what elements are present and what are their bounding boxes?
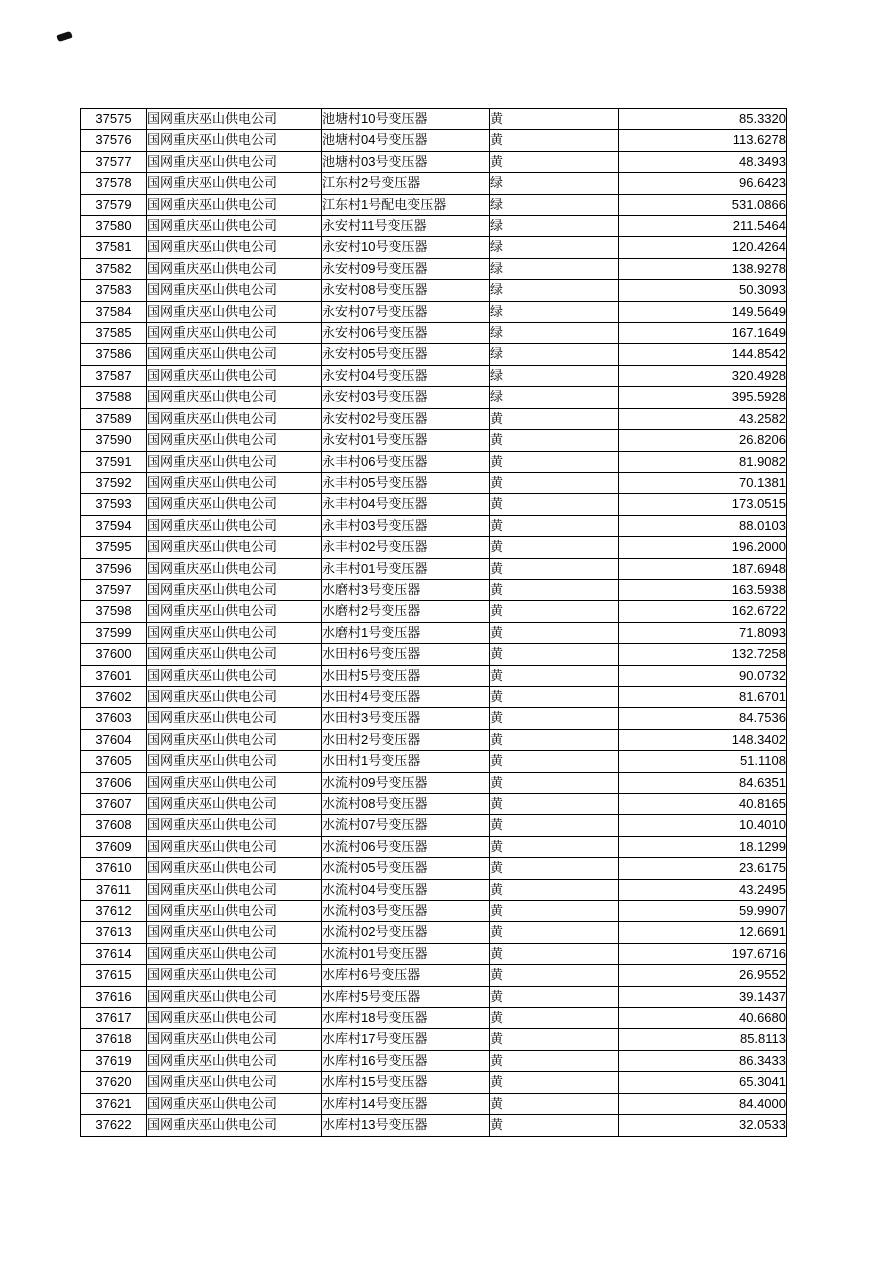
cell-name: 水田村6号变压器 xyxy=(322,644,490,665)
table-row xyxy=(81,472,787,493)
cell-status: 黄 xyxy=(490,879,619,900)
cell-value: 96.6423 xyxy=(619,173,787,194)
table-row xyxy=(81,794,787,815)
cell-name: 永安村10号变压器 xyxy=(322,237,490,258)
cell-value: 12.6691 xyxy=(619,922,787,943)
table-row xyxy=(81,622,787,643)
cell-id: 37610 xyxy=(81,858,147,879)
cell-status: 黄 xyxy=(490,601,619,622)
cell-value: 90.0732 xyxy=(619,665,787,686)
cell-company: 国网重庆巫山供电公司 xyxy=(147,836,322,857)
cell-status: 黄 xyxy=(490,943,619,964)
cell-name: 水库村17号变压器 xyxy=(322,1029,490,1050)
cell-value: 144.8542 xyxy=(619,344,787,365)
cell-id: 37611 xyxy=(81,879,147,900)
cell-id: 37606 xyxy=(81,772,147,793)
cell-name: 水流村04号变压器 xyxy=(322,879,490,900)
table-row xyxy=(81,387,787,408)
table-row xyxy=(81,665,787,686)
cell-status: 黄 xyxy=(490,858,619,879)
cell-value: 148.3402 xyxy=(619,729,787,750)
cell-id: 37587 xyxy=(81,365,147,386)
cell-status: 绿 xyxy=(490,216,619,237)
table-row xyxy=(81,194,787,215)
cell-name: 永安村07号变压器 xyxy=(322,301,490,322)
cell-name: 水库村16号变压器 xyxy=(322,1050,490,1071)
cell-name: 池塘村03号变压器 xyxy=(322,151,490,172)
cell-company: 国网重庆巫山供电公司 xyxy=(147,216,322,237)
table-row xyxy=(81,1115,787,1136)
cell-status: 黄 xyxy=(490,494,619,515)
cell-name: 永安村11号变压器 xyxy=(322,216,490,237)
cell-id: 37621 xyxy=(81,1093,147,1114)
table-row xyxy=(81,216,787,237)
table-row xyxy=(81,1072,787,1093)
cell-value: 187.6948 xyxy=(619,558,787,579)
cell-value: 71.8093 xyxy=(619,622,787,643)
cell-id: 37584 xyxy=(81,301,147,322)
table-row xyxy=(81,151,787,172)
cell-value: 26.8206 xyxy=(619,430,787,451)
cell-value: 59.9907 xyxy=(619,901,787,922)
cell-value: 120.4264 xyxy=(619,237,787,258)
table-body xyxy=(81,109,787,1137)
cell-id: 37589 xyxy=(81,408,147,429)
cell-value: 26.9552 xyxy=(619,965,787,986)
cell-id: 37594 xyxy=(81,515,147,536)
table-row xyxy=(81,408,787,429)
cell-id: 37622 xyxy=(81,1115,147,1136)
table-row xyxy=(81,644,787,665)
cell-value: 211.5464 xyxy=(619,216,787,237)
cell-name: 江东村2号变压器 xyxy=(322,173,490,194)
cell-id: 37593 xyxy=(81,494,147,515)
cell-id: 37598 xyxy=(81,601,147,622)
cell-id: 37591 xyxy=(81,451,147,472)
table-row xyxy=(81,943,787,964)
cell-name: 江东村1号配电变压器 xyxy=(322,194,490,215)
cell-status: 黄 xyxy=(490,622,619,643)
cell-value: 70.1381 xyxy=(619,472,787,493)
cell-company: 国网重庆巫山供电公司 xyxy=(147,943,322,964)
cell-value: 149.5649 xyxy=(619,301,787,322)
cell-name: 水田村3号变压器 xyxy=(322,708,490,729)
cell-id: 37578 xyxy=(81,173,147,194)
cell-company: 国网重庆巫山供电公司 xyxy=(147,1029,322,1050)
cell-status: 黄 xyxy=(490,965,619,986)
cell-id: 37595 xyxy=(81,537,147,558)
cell-value: 320.4928 xyxy=(619,365,787,386)
cell-id: 37615 xyxy=(81,965,147,986)
table-row xyxy=(81,772,787,793)
cell-name: 永安村03号变压器 xyxy=(322,387,490,408)
table-row xyxy=(81,537,787,558)
cell-status: 黄 xyxy=(490,130,619,151)
cell-name: 水库村5号变压器 xyxy=(322,986,490,1007)
cell-status: 黄 xyxy=(490,451,619,472)
cell-name: 永安村06号变压器 xyxy=(322,323,490,344)
transformer-table xyxy=(80,108,787,1137)
cell-company: 国网重庆巫山供电公司 xyxy=(147,130,322,151)
cell-value: 50.3093 xyxy=(619,280,787,301)
cell-company: 国网重庆巫山供电公司 xyxy=(147,537,322,558)
table-row xyxy=(81,901,787,922)
table-row xyxy=(81,965,787,986)
cell-name: 永安村02号变压器 xyxy=(322,408,490,429)
cell-status: 黄 xyxy=(490,836,619,857)
cell-value: 85.8113 xyxy=(619,1029,787,1050)
cell-company: 国网重庆巫山供电公司 xyxy=(147,815,322,836)
cell-value: 65.3041 xyxy=(619,1072,787,1093)
cell-status: 黄 xyxy=(490,686,619,707)
cell-status: 黄 xyxy=(490,751,619,772)
cell-value: 395.5928 xyxy=(619,387,787,408)
cell-name: 水田村4号变压器 xyxy=(322,686,490,707)
cell-company: 国网重庆巫山供电公司 xyxy=(147,1115,322,1136)
table-row xyxy=(81,1050,787,1071)
cell-value: 84.6351 xyxy=(619,772,787,793)
table-row xyxy=(81,280,787,301)
cell-status: 黄 xyxy=(490,109,619,130)
cell-status: 黄 xyxy=(490,815,619,836)
cell-status: 黄 xyxy=(490,558,619,579)
cell-status: 绿 xyxy=(490,365,619,386)
cell-name: 池塘村10号变压器 xyxy=(322,109,490,130)
cell-status: 黄 xyxy=(490,708,619,729)
table-row xyxy=(81,1008,787,1029)
cell-id: 37575 xyxy=(81,109,147,130)
cell-name: 永丰村04号变压器 xyxy=(322,494,490,515)
cell-value: 163.5938 xyxy=(619,579,787,600)
cell-name: 水磨村3号变压器 xyxy=(322,579,490,600)
cell-id: 37620 xyxy=(81,1072,147,1093)
cell-name: 水流村01号变压器 xyxy=(322,943,490,964)
cell-company: 国网重庆巫山供电公司 xyxy=(147,665,322,686)
cell-name: 永丰村02号变压器 xyxy=(322,537,490,558)
cell-status: 黄 xyxy=(490,1093,619,1114)
cell-value: 531.0866 xyxy=(619,194,787,215)
cell-name: 水流村08号变压器 xyxy=(322,794,490,815)
cell-status: 绿 xyxy=(490,194,619,215)
cell-company: 国网重庆巫山供电公司 xyxy=(147,109,322,130)
cell-status: 绿 xyxy=(490,237,619,258)
table-row xyxy=(81,1029,787,1050)
cell-company: 国网重庆巫山供电公司 xyxy=(147,686,322,707)
cell-status: 黄 xyxy=(490,986,619,1007)
cell-company: 国网重庆巫山供电公司 xyxy=(147,1093,322,1114)
cell-status: 绿 xyxy=(490,173,619,194)
cell-name: 水磨村2号变压器 xyxy=(322,601,490,622)
cell-company: 国网重庆巫山供电公司 xyxy=(147,986,322,1007)
table-row xyxy=(81,922,787,943)
cell-company: 国网重庆巫山供电公司 xyxy=(147,579,322,600)
cell-id: 37579 xyxy=(81,194,147,215)
cell-status: 黄 xyxy=(490,472,619,493)
cell-company: 国网重庆巫山供电公司 xyxy=(147,708,322,729)
cell-id: 37604 xyxy=(81,729,147,750)
cell-id: 37608 xyxy=(81,815,147,836)
cell-id: 37599 xyxy=(81,622,147,643)
cell-company: 国网重庆巫山供电公司 xyxy=(147,794,322,815)
table-row xyxy=(81,986,787,1007)
cell-company: 国网重庆巫山供电公司 xyxy=(147,323,322,344)
cell-id: 37580 xyxy=(81,216,147,237)
table-row xyxy=(81,815,787,836)
cell-id: 37603 xyxy=(81,708,147,729)
cell-name: 水流村06号变压器 xyxy=(322,836,490,857)
cell-status: 绿 xyxy=(490,344,619,365)
cell-status: 黄 xyxy=(490,1072,619,1093)
cell-status: 黄 xyxy=(490,1115,619,1136)
cell-company: 国网重庆巫山供电公司 xyxy=(147,237,322,258)
cell-id: 37605 xyxy=(81,751,147,772)
cell-name: 水流村09号变压器 xyxy=(322,772,490,793)
cell-id: 37619 xyxy=(81,1050,147,1071)
cell-name: 永安村09号变压器 xyxy=(322,258,490,279)
cell-name: 水库村18号变压器 xyxy=(322,1008,490,1029)
cell-company: 国网重庆巫山供电公司 xyxy=(147,430,322,451)
cell-value: 23.6175 xyxy=(619,858,787,879)
table-row xyxy=(81,430,787,451)
table-row xyxy=(81,879,787,900)
cell-id: 37588 xyxy=(81,387,147,408)
cell-id: 37600 xyxy=(81,644,147,665)
cell-company: 国网重庆巫山供电公司 xyxy=(147,472,322,493)
cell-name: 永丰村01号变压器 xyxy=(322,558,490,579)
cell-value: 84.4000 xyxy=(619,1093,787,1114)
cell-status: 黄 xyxy=(490,579,619,600)
cell-value: 43.2495 xyxy=(619,879,787,900)
cell-company: 国网重庆巫山供电公司 xyxy=(147,408,322,429)
cell-name: 水田村2号变压器 xyxy=(322,729,490,750)
table-row xyxy=(81,1093,787,1114)
cell-name: 永丰村06号变压器 xyxy=(322,451,490,472)
cell-company: 国网重庆巫山供电公司 xyxy=(147,280,322,301)
cell-company: 国网重庆巫山供电公司 xyxy=(147,194,322,215)
cell-company: 国网重庆巫山供电公司 xyxy=(147,151,322,172)
cell-value: 40.8165 xyxy=(619,794,787,815)
cell-company: 国网重庆巫山供电公司 xyxy=(147,1008,322,1029)
table-row xyxy=(81,708,787,729)
cell-value: 88.0103 xyxy=(619,515,787,536)
cell-value: 86.3433 xyxy=(619,1050,787,1071)
cell-status: 黄 xyxy=(490,537,619,558)
cell-value: 113.6278 xyxy=(619,130,787,151)
cell-id: 37585 xyxy=(81,323,147,344)
cell-value: 167.1649 xyxy=(619,323,787,344)
cell-company: 国网重庆巫山供电公司 xyxy=(147,901,322,922)
cell-company: 国网重庆巫山供电公司 xyxy=(147,387,322,408)
cell-name: 水库村15号变压器 xyxy=(322,1072,490,1093)
cell-company: 国网重庆巫山供电公司 xyxy=(147,1072,322,1093)
cell-company: 国网重庆巫山供电公司 xyxy=(147,772,322,793)
cell-value: 43.2582 xyxy=(619,408,787,429)
cell-value: 81.6701 xyxy=(619,686,787,707)
cell-status: 绿 xyxy=(490,387,619,408)
cell-id: 37614 xyxy=(81,943,147,964)
cell-id: 37612 xyxy=(81,901,147,922)
cell-name: 水流村03号变压器 xyxy=(322,901,490,922)
cell-value: 40.6680 xyxy=(619,1008,787,1029)
cell-value: 39.1437 xyxy=(619,986,787,1007)
cell-value: 84.7536 xyxy=(619,708,787,729)
cell-name: 永安村05号变压器 xyxy=(322,344,490,365)
cell-status: 绿 xyxy=(490,323,619,344)
cell-id: 37590 xyxy=(81,430,147,451)
cell-status: 黄 xyxy=(490,1050,619,1071)
table-row xyxy=(81,109,787,130)
table-row xyxy=(81,323,787,344)
cell-name: 水流村05号变压器 xyxy=(322,858,490,879)
table-row xyxy=(81,858,787,879)
cell-company: 国网重庆巫山供电公司 xyxy=(147,644,322,665)
table-row xyxy=(81,686,787,707)
cell-company: 国网重庆巫山供电公司 xyxy=(147,751,322,772)
table-row xyxy=(81,751,787,772)
cell-name: 池塘村04号变压器 xyxy=(322,130,490,151)
cell-company: 国网重庆巫山供电公司 xyxy=(147,365,322,386)
cell-status: 黄 xyxy=(490,151,619,172)
cell-id: 37618 xyxy=(81,1029,147,1050)
cell-value: 173.0515 xyxy=(619,494,787,515)
cell-id: 37617 xyxy=(81,1008,147,1029)
cell-company: 国网重庆巫山供电公司 xyxy=(147,879,322,900)
cell-status: 黄 xyxy=(490,644,619,665)
cell-name: 永丰村03号变压器 xyxy=(322,515,490,536)
cell-value: 48.3493 xyxy=(619,151,787,172)
table-row xyxy=(81,729,787,750)
cell-value: 197.6716 xyxy=(619,943,787,964)
table-row xyxy=(81,579,787,600)
cell-name: 水库村13号变压器 xyxy=(322,1115,490,1136)
table-row xyxy=(81,173,787,194)
cell-value: 162.6722 xyxy=(619,601,787,622)
cell-name: 水田村1号变压器 xyxy=(322,751,490,772)
cell-id: 37581 xyxy=(81,237,147,258)
cell-status: 黄 xyxy=(490,729,619,750)
cell-id: 37602 xyxy=(81,686,147,707)
cell-status: 黄 xyxy=(490,794,619,815)
cell-value: 51.1108 xyxy=(619,751,787,772)
cell-status: 绿 xyxy=(490,258,619,279)
cell-id: 37601 xyxy=(81,665,147,686)
cell-name: 水库村14号变压器 xyxy=(322,1093,490,1114)
cell-id: 37607 xyxy=(81,794,147,815)
ink-mark xyxy=(56,31,72,42)
cell-value: 18.1299 xyxy=(619,836,787,857)
cell-value: 32.0533 xyxy=(619,1115,787,1136)
table-row xyxy=(81,301,787,322)
table-row xyxy=(81,344,787,365)
cell-status: 黄 xyxy=(490,408,619,429)
cell-id: 37613 xyxy=(81,922,147,943)
cell-value: 10.4010 xyxy=(619,815,787,836)
cell-name: 水流村07号变压器 xyxy=(322,815,490,836)
cell-company: 国网重庆巫山供电公司 xyxy=(147,622,322,643)
cell-company: 国网重庆巫山供电公司 xyxy=(147,173,322,194)
table-row xyxy=(81,515,787,536)
cell-company: 国网重庆巫山供电公司 xyxy=(147,729,322,750)
cell-status: 黄 xyxy=(490,665,619,686)
cell-id: 37577 xyxy=(81,151,147,172)
cell-status: 黄 xyxy=(490,922,619,943)
cell-company: 国网重庆巫山供电公司 xyxy=(147,1050,322,1071)
cell-company: 国网重庆巫山供电公司 xyxy=(147,858,322,879)
cell-company: 国网重庆巫山供电公司 xyxy=(147,922,322,943)
table-row xyxy=(81,237,787,258)
cell-name: 水流村02号变压器 xyxy=(322,922,490,943)
cell-id: 37596 xyxy=(81,558,147,579)
cell-name: 水库村6号变压器 xyxy=(322,965,490,986)
cell-company: 国网重庆巫山供电公司 xyxy=(147,344,322,365)
cell-company: 国网重庆巫山供电公司 xyxy=(147,558,322,579)
table-row xyxy=(81,258,787,279)
cell-id: 37583 xyxy=(81,280,147,301)
cell-id: 37582 xyxy=(81,258,147,279)
cell-value: 81.9082 xyxy=(619,451,787,472)
cell-name: 永丰村05号变压器 xyxy=(322,472,490,493)
table-row xyxy=(81,130,787,151)
cell-value: 138.9278 xyxy=(619,258,787,279)
cell-value: 85.3320 xyxy=(619,109,787,130)
cell-name: 永安村01号变压器 xyxy=(322,430,490,451)
cell-company: 国网重庆巫山供电公司 xyxy=(147,601,322,622)
table-row xyxy=(81,601,787,622)
table-row xyxy=(81,365,787,386)
cell-company: 国网重庆巫山供电公司 xyxy=(147,965,322,986)
cell-value: 196.2000 xyxy=(619,537,787,558)
cell-name: 永安村08号变压器 xyxy=(322,280,490,301)
cell-id: 37586 xyxy=(81,344,147,365)
cell-company: 国网重庆巫山供电公司 xyxy=(147,451,322,472)
cell-company: 国网重庆巫山供电公司 xyxy=(147,515,322,536)
table-row xyxy=(81,836,787,857)
table-row xyxy=(81,558,787,579)
table-row xyxy=(81,451,787,472)
cell-status: 绿 xyxy=(490,280,619,301)
cell-status: 黄 xyxy=(490,772,619,793)
cell-id: 37592 xyxy=(81,472,147,493)
cell-name: 水磨村1号变压器 xyxy=(322,622,490,643)
cell-name: 水田村5号变压器 xyxy=(322,665,490,686)
cell-company: 国网重庆巫山供电公司 xyxy=(147,301,322,322)
cell-company: 国网重庆巫山供电公司 xyxy=(147,494,322,515)
cell-status: 黄 xyxy=(490,901,619,922)
cell-status: 黄 xyxy=(490,1008,619,1029)
cell-id: 37616 xyxy=(81,986,147,1007)
cell-value: 132.7258 xyxy=(619,644,787,665)
cell-status: 黄 xyxy=(490,430,619,451)
cell-id: 37609 xyxy=(81,836,147,857)
cell-status: 黄 xyxy=(490,515,619,536)
cell-id: 37576 xyxy=(81,130,147,151)
table-row xyxy=(81,494,787,515)
cell-company: 国网重庆巫山供电公司 xyxy=(147,258,322,279)
cell-status: 黄 xyxy=(490,1029,619,1050)
cell-name: 永安村04号变压器 xyxy=(322,365,490,386)
cell-status: 绿 xyxy=(490,301,619,322)
cell-id: 37597 xyxy=(81,579,147,600)
